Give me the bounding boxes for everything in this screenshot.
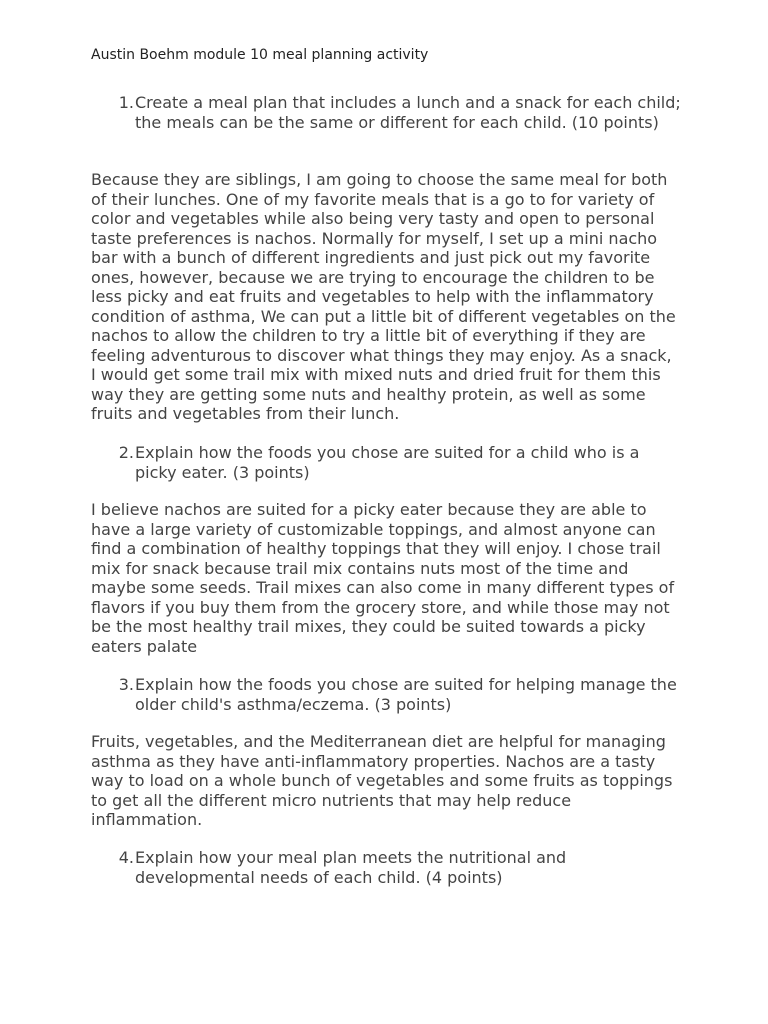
- answer-3: Fruits, vegetables, and the Mediterranean diet are helpful for managing asthma as they have anti-inflammatory properties. Nachos are a tasty way to load on a whole bunch of vegetables and some fruits as toppings to get all the different micro nutrients that may help reduce inflammation.: [91, 732, 673, 829]
- question-2-text: Explain how the foods you chose are suited for a child who is a picky eater. (3 points): [135, 443, 640, 482]
- question-3-number: 3.: [118, 675, 134, 694]
- question-3-text: Explain how the foods you chose are suited for helping manage the older child's asthma/eczema. (3 points): [135, 675, 677, 714]
- question-3: [91, 675, 681, 714]
- question-4-number: 4.: [118, 848, 134, 867]
- question-2-number: 2.: [118, 443, 134, 462]
- question-4-text: Explain how your meal plan meets the nutritional and developmental needs of each child. (4 points): [135, 848, 567, 887]
- question-2: [91, 443, 681, 482]
- answer-1: Because they are siblings, I am going to choose the same meal for both of their lunches. One of my favorite meals that is a go to for variety of color and vegetables while also being very tasty and open to personal taste preferences is nachos. Normally for myself, I set up a mini nacho bar with a bunch of different ingredients and just pick out my favorite ones, however, because we are trying to encourage the children to be less picky and eat fruits and vegetables to help with the inflammatory condition of asthma, We can put a little bit of different vegetables on the nachos to allow the children to try a little bit of everything if they are feeling adventurous to discover what things they may enjoy. As a snack, I would get some trail mix with mixed nuts and dried fruit for them this way they are getting some nuts and healthy protein, as well as some fruits and vegetables from their lunch.: [91, 170, 676, 423]
- question-4: [91, 848, 681, 887]
- question-1-text: Create a meal plan that includes a lunch and a snack for each child; the meals can be the same or different for each child. (10 points): [135, 93, 681, 132]
- document-title: Austin Boehm module 10 meal planning activity: [91, 47, 429, 63]
- answer-2: I believe nachos are suited for a picky eater because they are able to have a large variety of customizable toppings, and almost anyone can find a combination of healthy toppings that they will enjoy. I chose trail mix for snack because trail mix contains nuts most of the time and maybe some seeds. Trail mixes can also come in many different types of flavors if you buy them from the grocery store, and while those may not be the most healthy trail mixes, they could be suited towards a picky eaters palate: [91, 500, 675, 656]
- question-1-number: 1.: [118, 93, 134, 112]
- question-1: [91, 93, 681, 132]
